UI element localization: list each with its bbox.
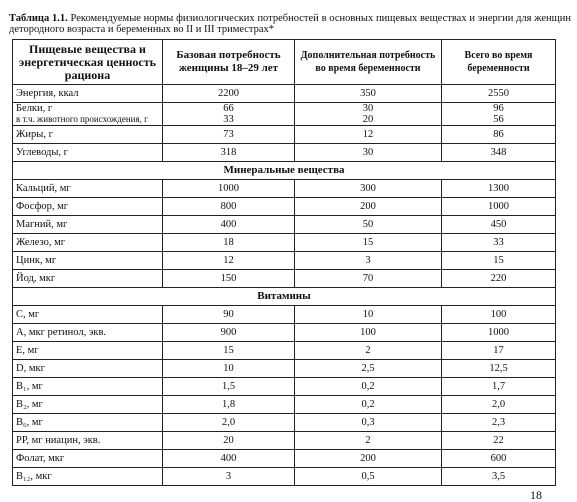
row-add: 30 [295, 144, 442, 162]
table-row [13, 198, 556, 216]
row-name: В₁₂, мкг [13, 468, 163, 486]
table-row [13, 468, 556, 486]
row-base: 2200 [163, 85, 295, 103]
row-add: 100 [295, 324, 442, 342]
table-caption [9, 13, 571, 35]
section-header-minerals [13, 162, 556, 180]
table-row [13, 216, 556, 234]
row-base: 318 [163, 144, 295, 162]
row-name: D, мкг [13, 360, 163, 378]
row-base: 10 [163, 360, 295, 378]
row-base: 3 [163, 468, 295, 486]
row-add: 12 [295, 126, 442, 144]
row-total [442, 103, 556, 126]
row-total: 17 [442, 342, 556, 360]
protein-animal-total: 56 [493, 114, 504, 125]
row-base: 800 [163, 198, 295, 216]
protein-animal-name: в т.ч. животного происхождения, г [16, 114, 148, 124]
row-total: 450 [442, 216, 556, 234]
row-base: 1,8 [163, 396, 295, 414]
row-base: 18 [163, 234, 295, 252]
row-add: 350 [295, 85, 442, 103]
page-number: 18 [530, 488, 542, 502]
protein-add: 30 [362, 103, 374, 114]
row-name: В₂, мг [13, 396, 163, 414]
row-total: 22 [442, 432, 556, 450]
row-name: Е, мг [13, 342, 163, 360]
row-name: В₆, мг [13, 414, 163, 432]
row-base: 150 [163, 270, 295, 288]
table-row [13, 306, 556, 324]
row-name: Энергия, ккал [13, 85, 163, 103]
row-add: 200 [295, 450, 442, 468]
row-name: Фосфор, мг [13, 198, 163, 216]
section-title: Минеральные вещества [13, 162, 556, 180]
row-name: Цинк, мг [13, 252, 163, 270]
row-name: В₁, мг [13, 378, 163, 396]
row-total: 2550 [442, 85, 556, 103]
header-total: Всего во время беременности [442, 40, 556, 85]
row-total: 12,5 [442, 360, 556, 378]
row-total: 1000 [442, 198, 556, 216]
table-row [13, 450, 556, 468]
row-add: 50 [295, 216, 442, 234]
row-add [295, 103, 442, 126]
row-total: 100 [442, 306, 556, 324]
header-base-need: Базовая потребность женщины 18–29 лет [163, 40, 295, 85]
row-add: 0,5 [295, 468, 442, 486]
row-total: 2,3 [442, 414, 556, 432]
row-base: 73 [163, 126, 295, 144]
protein-animal-base: 33 [223, 114, 234, 125]
table-row [13, 144, 556, 162]
row-total: 3,5 [442, 468, 556, 486]
caption-label: Таблица 1.1. [9, 13, 68, 24]
row-total: 1000 [442, 324, 556, 342]
row-base: 15 [163, 342, 295, 360]
row-base: 400 [163, 216, 295, 234]
row-name: Жиры, г [13, 126, 163, 144]
row-name: РР, мг ниацин, экв. [13, 432, 163, 450]
row-base: 1000 [163, 180, 295, 198]
table-row [13, 360, 556, 378]
table-row-protein [13, 103, 556, 126]
row-base: 2,0 [163, 414, 295, 432]
section-header-vitamins [13, 288, 556, 306]
table-row [13, 414, 556, 432]
table-row [13, 432, 556, 450]
row-add: 2 [295, 432, 442, 450]
row-total: 220 [442, 270, 556, 288]
row-name: А, мкг ретинол, экв. [13, 324, 163, 342]
row-name: Йод, мкг [13, 270, 163, 288]
row-base: 900 [163, 324, 295, 342]
row-add: 15 [295, 234, 442, 252]
row-add: 2,5 [295, 360, 442, 378]
row-add: 2 [295, 342, 442, 360]
row-name: С, мг [13, 306, 163, 324]
row-total: 1300 [442, 180, 556, 198]
section-title: Витамины [13, 288, 556, 306]
header-additional-need: Дополнительная потребность во время беременности [295, 40, 442, 85]
table-row [13, 180, 556, 198]
table-header-row [13, 40, 556, 85]
table-row [13, 342, 556, 360]
row-add: 10 [295, 306, 442, 324]
row-name: Углеводы, г [13, 144, 163, 162]
nutrition-norms-table [12, 39, 556, 486]
row-name: Магний, мг [13, 216, 163, 234]
row-name: Кальций, мг [13, 180, 163, 198]
table-row [13, 378, 556, 396]
row-name: Фолат, мкг [13, 450, 163, 468]
row-add: 300 [295, 180, 442, 198]
row-total: 348 [442, 144, 556, 162]
row-total: 15 [442, 252, 556, 270]
table-row [13, 85, 556, 103]
protein-animal-add: 20 [362, 114, 374, 125]
row-base: 90 [163, 306, 295, 324]
row-add: 3 [295, 252, 442, 270]
row-add: 0,2 [295, 378, 442, 396]
table-row [13, 234, 556, 252]
row-base [163, 103, 295, 126]
table-row [13, 126, 556, 144]
protein-base: 66 [223, 103, 234, 114]
header-nutrient: Пищевые вещества и энергетическая ценность рациона [13, 40, 163, 85]
row-total: 1,7 [442, 378, 556, 396]
row-base: 20 [163, 432, 295, 450]
row-add: 200 [295, 198, 442, 216]
row-total: 86 [442, 126, 556, 144]
row-base: 400 [163, 450, 295, 468]
table-row [13, 396, 556, 414]
row-base: 12 [163, 252, 295, 270]
row-name: Железо, мг [13, 234, 163, 252]
row-total: 2,0 [442, 396, 556, 414]
row-add: 0,2 [295, 396, 442, 414]
row-name [13, 103, 163, 126]
row-total: 600 [442, 450, 556, 468]
table-row [13, 252, 556, 270]
protein-total: 96 [493, 103, 504, 114]
protein-name: Белки, г [16, 103, 53, 114]
row-total: 33 [442, 234, 556, 252]
table-row [13, 270, 556, 288]
table-row [13, 324, 556, 342]
row-base: 1,5 [163, 378, 295, 396]
caption-text: Рекомендуемые нормы физиологических потребностей в основных пищевых веществах и энергии для женщин детородного возраста и беременных во II и III триместрах* [9, 13, 571, 35]
row-add: 0,3 [295, 414, 442, 432]
row-add: 70 [295, 270, 442, 288]
